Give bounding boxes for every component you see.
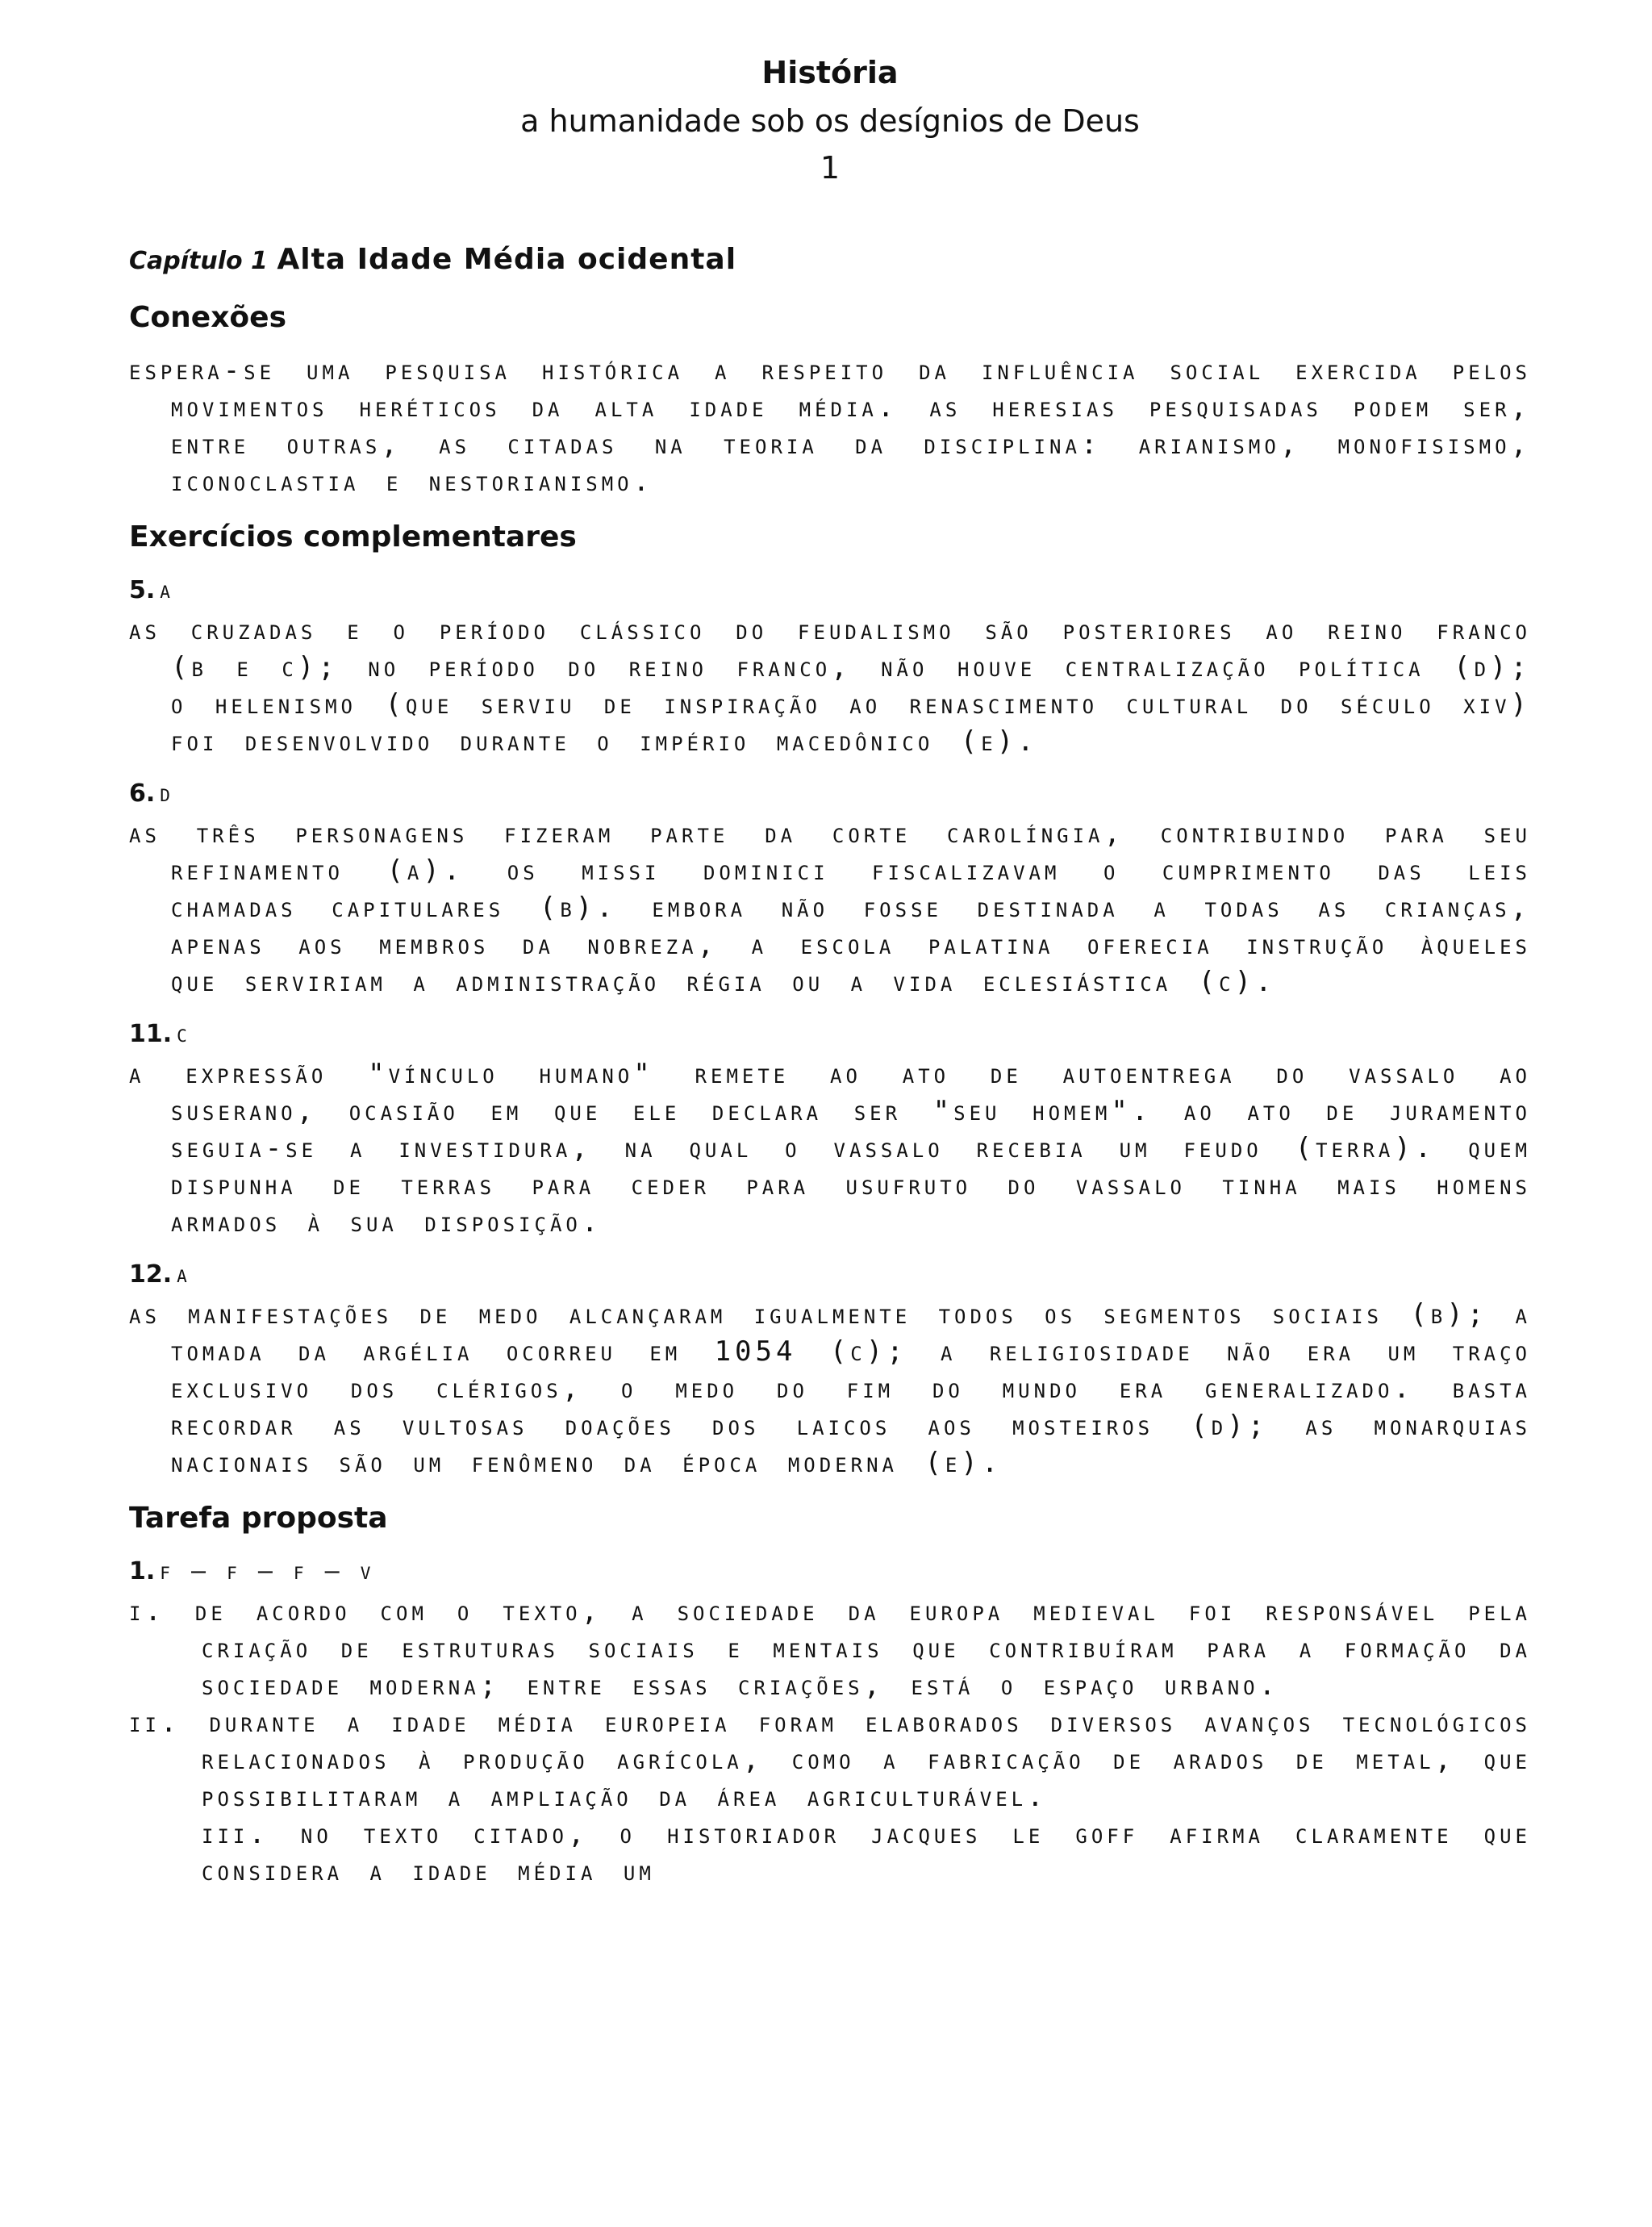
tarefa-paragraph-i: i. de acordo com o texto, a sociedade da europa medieval foi responsável pela criação de estruturas sociais e mentais que contribuíram para a formação da sociedade moderna; entre essas criações, está o espaço urbano. bbox=[129, 1595, 1531, 1702]
exercise-item bbox=[129, 1256, 1531, 1481]
exercise-explanation: as cruzadas e o período clássico do feudalismo são posteriores ao reino franco (b e c); no período do reino franco, não houve centralização política (d); o helenismo (que serviu de inspiração ao renascimento cultural do século xiv) foi desenvolvido durante o império macedônico (e). bbox=[129, 614, 1531, 758]
question-number: 5. bbox=[129, 576, 156, 604]
document-subtitle: a humanidade sob os desígnios de Deus bbox=[520, 103, 1140, 139]
chapter-name: Alta Idade Média ocidental bbox=[277, 243, 737, 276]
tarefa-paragraph-ii: ii. durante a idade média europeia foram elaborados diversos avanços tecnológicos relacionados à produção agrícola, como a fabricação de arados de metal, que possibilitaram a ampliação da área agriculturável. bbox=[129, 1707, 1531, 1813]
conexoes-text: espera-se uma pesquisa histórica a respeito da influência social exercida pelos movimentos heréticos da alta idade média. as heresias pesquisadas podem ser, entre outras, as citadas na teoria da disciplina: arianismo, monofisismo, iconoclastia e nestorianismo. bbox=[129, 354, 1531, 498]
exercise-item bbox=[129, 775, 1531, 1001]
page-number: 1 bbox=[820, 150, 841, 186]
question-number: 6. bbox=[129, 779, 156, 808]
tarefa-paragraph-iii: iii. no texto citado, o historiador jacques le goff afirma claramente que considera a idade média um bbox=[202, 1818, 1531, 1887]
document-page bbox=[129, 48, 1531, 1904]
exercise-explanation: a expressão "vínculo humano" remete ao ato de autoentrega do vassalo ao suserano, ocasião em que ele declara ser "seu homem". ao ato de juramento seguia-se a investidura, na qual o vassalo recebia um feudo (terra). quem dispunha de terras para ceder para usufruto do vassalo tinha mais homens armados à sua disposição. bbox=[129, 1058, 1531, 1239]
exercise-explanation: as três personagens fizeram parte da corte carolíngia, contribuindo para seu refinamento (a). os missi dominici fiscalizavam o cumprimento das leis chamadas capitulares (b). embora não fosse destinada a todas as crianças, apenas aos membros da nobreza, a escola palatina oferecia instrução àqueles que serviriam a administração régia ou a vida eclesiástica (c). bbox=[129, 817, 1531, 998]
section-heading-conexoes: Conexões bbox=[129, 301, 286, 334]
exercise-item bbox=[129, 1015, 1531, 1241]
question-answer: c bbox=[177, 1020, 190, 1048]
exercise-number bbox=[129, 1015, 1531, 1054]
section-heading-exercicios: Exercícios complementares bbox=[129, 520, 577, 554]
chapter-label: Capítulo 1 bbox=[129, 247, 268, 275]
question-answer: f – f – f – v bbox=[160, 1557, 374, 1586]
question-answer: a bbox=[160, 576, 173, 604]
page-header bbox=[129, 48, 1531, 190]
section-heading-tarefa: Tarefa proposta bbox=[129, 1502, 388, 1535]
document-title: História bbox=[761, 55, 899, 90]
question-number: 1. bbox=[129, 1557, 156, 1586]
exercise-explanation: as manifestações de medo alcançaram igualmente todos os segmentos sociais (b); a tomada da argélia ocorreu em 1054 (c); a religiosidade não era um traço exclusivo dos clérigos, o medo do fim do mundo era generalizado. basta recordar as vultosas doações dos laicos aos mosteiros (d); as monarquias nacionais são um fenômeno da época moderna (e). bbox=[129, 1298, 1531, 1479]
exercise-item bbox=[129, 571, 1531, 760]
question-number: 12. bbox=[129, 1260, 173, 1289]
exercise-number bbox=[129, 775, 1531, 813]
question-number: 11. bbox=[129, 1020, 173, 1048]
question-answer: a bbox=[177, 1260, 190, 1289]
exercise-number bbox=[129, 571, 1531, 610]
chapter-heading bbox=[129, 240, 1531, 281]
question-answer: d bbox=[160, 779, 173, 808]
exercise-number bbox=[129, 1256, 1531, 1294]
tarefa-number bbox=[129, 1552, 1531, 1591]
